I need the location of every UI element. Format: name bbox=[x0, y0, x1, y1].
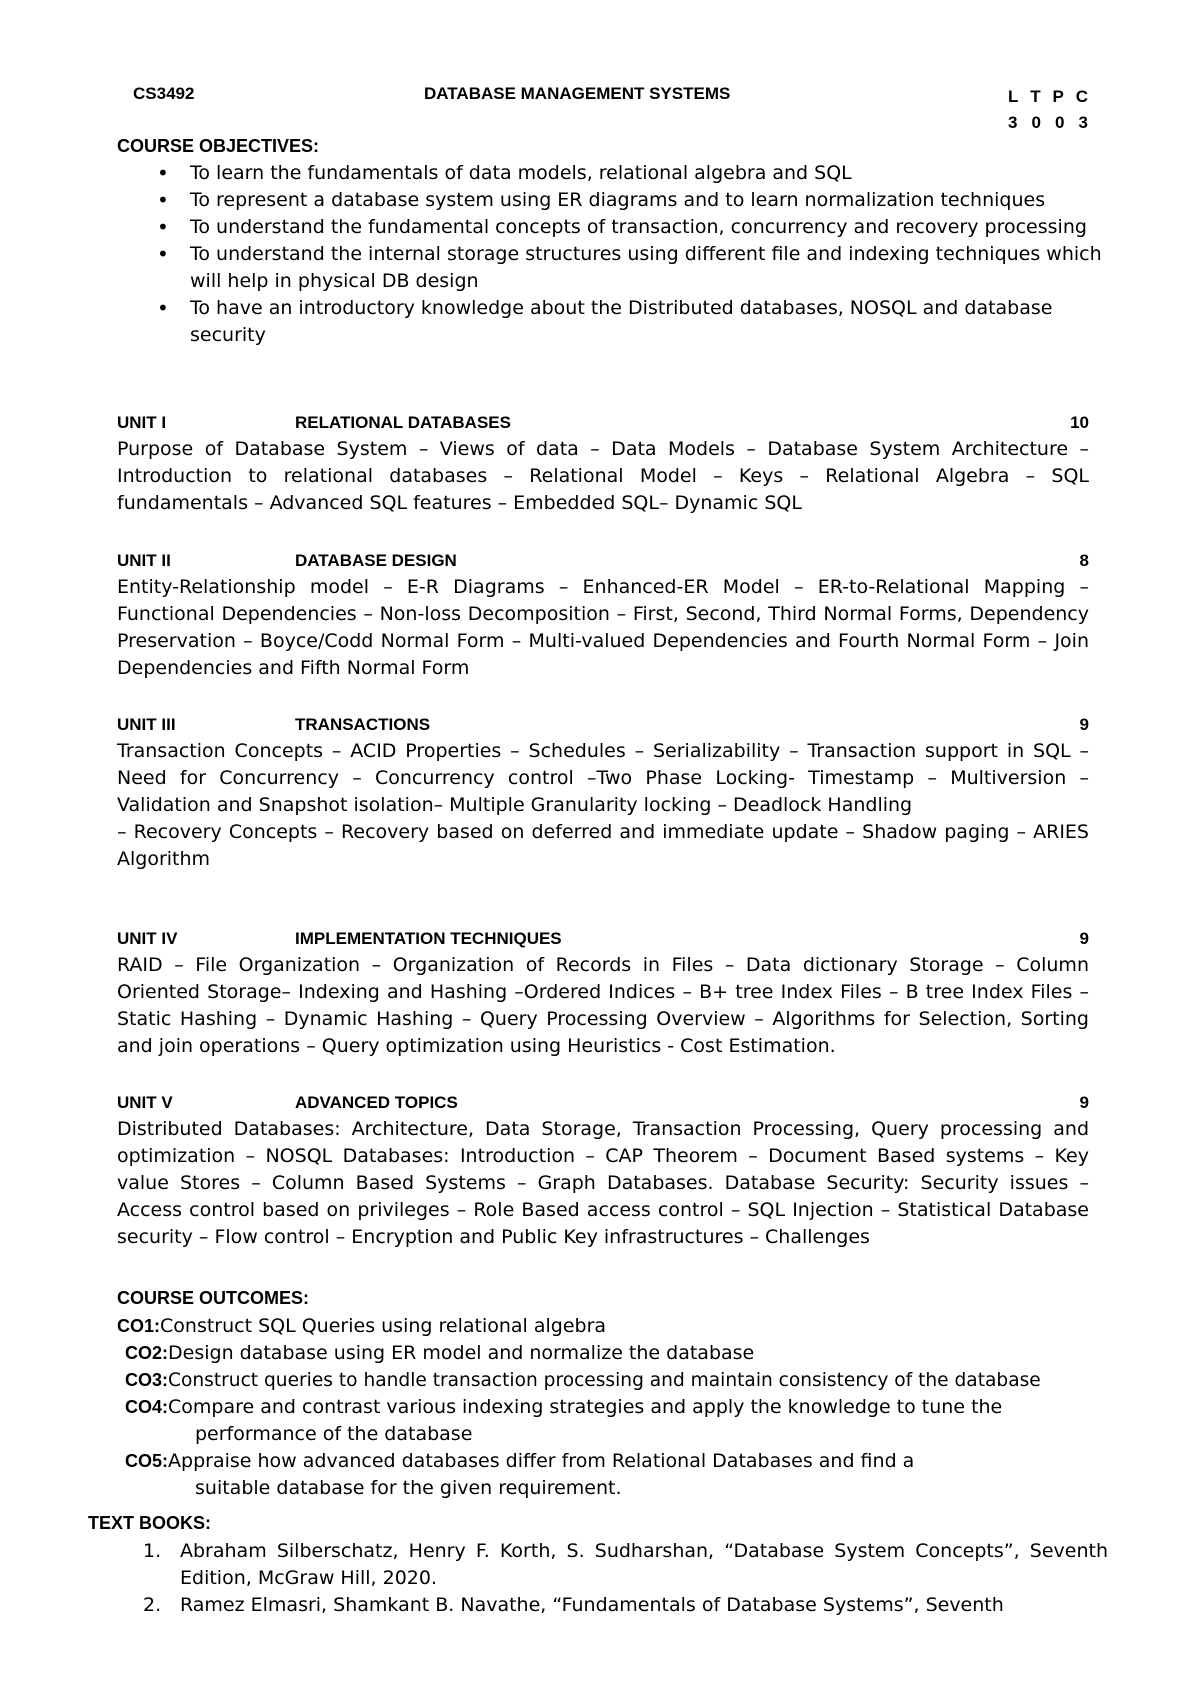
unit-paragraph: RAID – File Organization – Organization of Records in Files – Data dictionary Storage – Column Oriented Storage– Indexing and Hashing –Ordered Indices – B+ tree Index Files – B tree Index Files – Static Hashing – Dynamic Hashing – Query Processing Overview – Algorithms for Selection, Sorting and join operations – Query optimization using Heuristics - Cost Estimation. bbox=[117, 954, 1089, 1057]
outcomes-heading: COURSE OUTCOMES: bbox=[117, 1288, 310, 1308]
outcome-id: CO5: bbox=[125, 1451, 169, 1471]
unit-content bbox=[117, 1116, 1089, 1251]
outcome-id: CO3: bbox=[125, 1370, 169, 1390]
ltpc-label-t: T bbox=[1030, 87, 1041, 106]
unit-content bbox=[117, 952, 1089, 1060]
objective-item: • To understand the fundamental concepts of transaction, concurrency and recovery processing bbox=[117, 214, 1112, 241]
outcome-continuation: suitable database for the given requirement. bbox=[195, 1477, 622, 1499]
unit-hours: 8 bbox=[1079, 551, 1089, 570]
unit-number: UNIT II bbox=[117, 551, 171, 570]
unit-title: TRANSACTIONS bbox=[295, 715, 431, 734]
unit-header bbox=[117, 925, 1089, 952]
unit-2 bbox=[117, 547, 1089, 682]
outcome-item bbox=[117, 1394, 1125, 1448]
objective-item: • To represent a database system using ER diagrams and to learn normalization techniques bbox=[117, 187, 1112, 214]
ltpc-label-l: L bbox=[1008, 87, 1019, 106]
unit-header bbox=[117, 409, 1089, 436]
outcome-id: CO2: bbox=[125, 1343, 169, 1363]
textbooks-list bbox=[143, 1538, 1108, 1619]
unit-header bbox=[117, 711, 1089, 738]
unit-3 bbox=[117, 711, 1089, 873]
outcome-item bbox=[117, 1313, 1127, 1340]
outcomes-list bbox=[117, 1313, 1127, 1502]
outcome-continuation: performance of the database bbox=[195, 1423, 473, 1445]
unit-title: IMPLEMENTATION TECHNIQUES bbox=[295, 929, 562, 948]
ltpc-table bbox=[1008, 84, 1088, 136]
unit-content bbox=[117, 738, 1089, 873]
outcome-id: CO4: bbox=[125, 1397, 169, 1417]
objectives-heading: COURSE OBJECTIVES: bbox=[117, 136, 320, 156]
unit-1 bbox=[117, 409, 1089, 517]
textbook-number: 2. bbox=[143, 1594, 162, 1616]
unit-header bbox=[117, 547, 1089, 574]
unit-paragraph: Distributed Databases: Architecture, Data Storage, Transaction Processing, Query processing and optimization – NOSQL Databases: Introduction – CAP Theorem – Document Based systems – Key value Stores – Column Based Systems – Graph Databases. Database Security: Security issues – Access control based on privileges – Role Based access control – SQL Injection – Statistical Database security – Flow control – Encryption and Public Key infrastructures – Challenges bbox=[117, 1118, 1089, 1248]
ltpc-label-c: C bbox=[1075, 87, 1088, 106]
objective-item: • To have an introductory knowledge about the Distributed databases, NOSQL and database security bbox=[117, 295, 1112, 349]
textbook-item bbox=[143, 1538, 1108, 1592]
textbook-text: Ramez Elmasri, Shamkant B. Navathe, “Fundamentals of Database Systems”, Seventh bbox=[180, 1594, 1004, 1616]
objective-item: • To learn the fundamentals of data models, relational algebra and SQL bbox=[117, 160, 1112, 187]
unit-number: UNIT III bbox=[117, 715, 176, 734]
course-title: DATABASE MANAGEMENT SYSTEMS bbox=[424, 84, 731, 103]
textbook-text: Abraham Silberschatz, Henry F. Korth, S. Sudharshan, “Database System Concepts”, Seventh Edition, McGraw Hill, 2020. bbox=[180, 1540, 1108, 1589]
unit-content bbox=[117, 436, 1089, 517]
unit-hours: 10 bbox=[1070, 413, 1089, 432]
outcome-item bbox=[117, 1367, 1127, 1394]
ltpc-value-p: 0 bbox=[1055, 113, 1065, 132]
unit-hours: 9 bbox=[1079, 929, 1089, 948]
unit-title: DATABASE DESIGN bbox=[295, 551, 457, 570]
unit-paragraph: Entity-Relationship model – E-R Diagrams – Enhanced-ER Model – ER-to-Relational Mapping – Functional Dependencies – Non-loss Decomposition – First, Second, Third Normal Forms, Dependency Preservation – Boyce/Codd Normal Form – Multi-valued Dependencies and Fourth Normal Form – Join Dependencies and Fifth Normal Form bbox=[117, 576, 1089, 679]
outcome-text: Compare and contrast various indexing strategies and apply the knowledge to tune the bbox=[168, 1396, 1003, 1418]
ltpc-value-l: 3 bbox=[1008, 113, 1018, 132]
textbooks-heading: TEXT BOOKS: bbox=[88, 1513, 212, 1533]
ltpc-value-t: 0 bbox=[1031, 113, 1041, 132]
unit-title: RELATIONAL DATABASES bbox=[295, 413, 511, 432]
unit-4 bbox=[117, 925, 1089, 1060]
objectives-list bbox=[117, 160, 1117, 349]
unit-number: UNIT V bbox=[117, 1093, 173, 1112]
unit-number: UNIT I bbox=[117, 413, 167, 432]
unit-paragraph: Transaction Concepts – ACID Properties – Schedules – Serializability – Transaction support in SQL – Need for Concurrency – Concurrency control –Two Phase Locking- Timestamp – Multiversion – Validation and Snapshot isolation– Multiple Granularity locking – Deadlock Handling bbox=[117, 740, 1089, 816]
unit-paragraph: – Recovery Concepts – Recovery based on deferred and immediate update – Shadow paging – ARIES Algorithm bbox=[117, 821, 1089, 870]
page-header bbox=[0, 84, 1200, 132]
unit-hours: 9 bbox=[1079, 1093, 1089, 1112]
outcome-text: Design database using ER model and normalize the database bbox=[168, 1342, 755, 1364]
unit-paragraph: Purpose of Database System – Views of data – Data Models – Database System Architecture – Introduction to relational databases – Relational Model – Keys – Relational Algebra – SQL fundamentals – Advanced SQL features – Embedded SQL– Dynamic SQL bbox=[117, 438, 1089, 514]
course-code: CS3492 bbox=[133, 84, 195, 103]
outcome-item bbox=[117, 1340, 1127, 1367]
ltpc-labels bbox=[1008, 84, 1088, 110]
objective-item: • To understand the internal storage structures using different file and indexing techniques which will help in physical DB design bbox=[117, 241, 1112, 295]
textbook-item bbox=[143, 1592, 1108, 1619]
unit-hours: 9 bbox=[1079, 715, 1089, 734]
outcome-id: CO1: bbox=[117, 1316, 161, 1336]
outcome-text: Construct SQL Queries using relational algebra bbox=[160, 1315, 607, 1337]
unit-number: UNIT IV bbox=[117, 929, 178, 948]
outcome-item bbox=[117, 1448, 1127, 1502]
outcome-text: Appraise how advanced databases differ from Relational Databases and find a bbox=[168, 1450, 915, 1472]
unit-header bbox=[117, 1089, 1089, 1116]
unit-5 bbox=[117, 1089, 1089, 1251]
ltpc-label-p: P bbox=[1052, 87, 1064, 106]
unit-title: ADVANCED TOPICS bbox=[295, 1093, 458, 1112]
textbook-number: 1. bbox=[143, 1540, 162, 1562]
outcome-text: Construct queries to handle transaction processing and maintain consistency of the database bbox=[168, 1370, 1041, 1391]
ltpc-values bbox=[1008, 110, 1088, 136]
unit-content bbox=[117, 574, 1089, 682]
ltpc-value-c: 3 bbox=[1078, 113, 1088, 132]
